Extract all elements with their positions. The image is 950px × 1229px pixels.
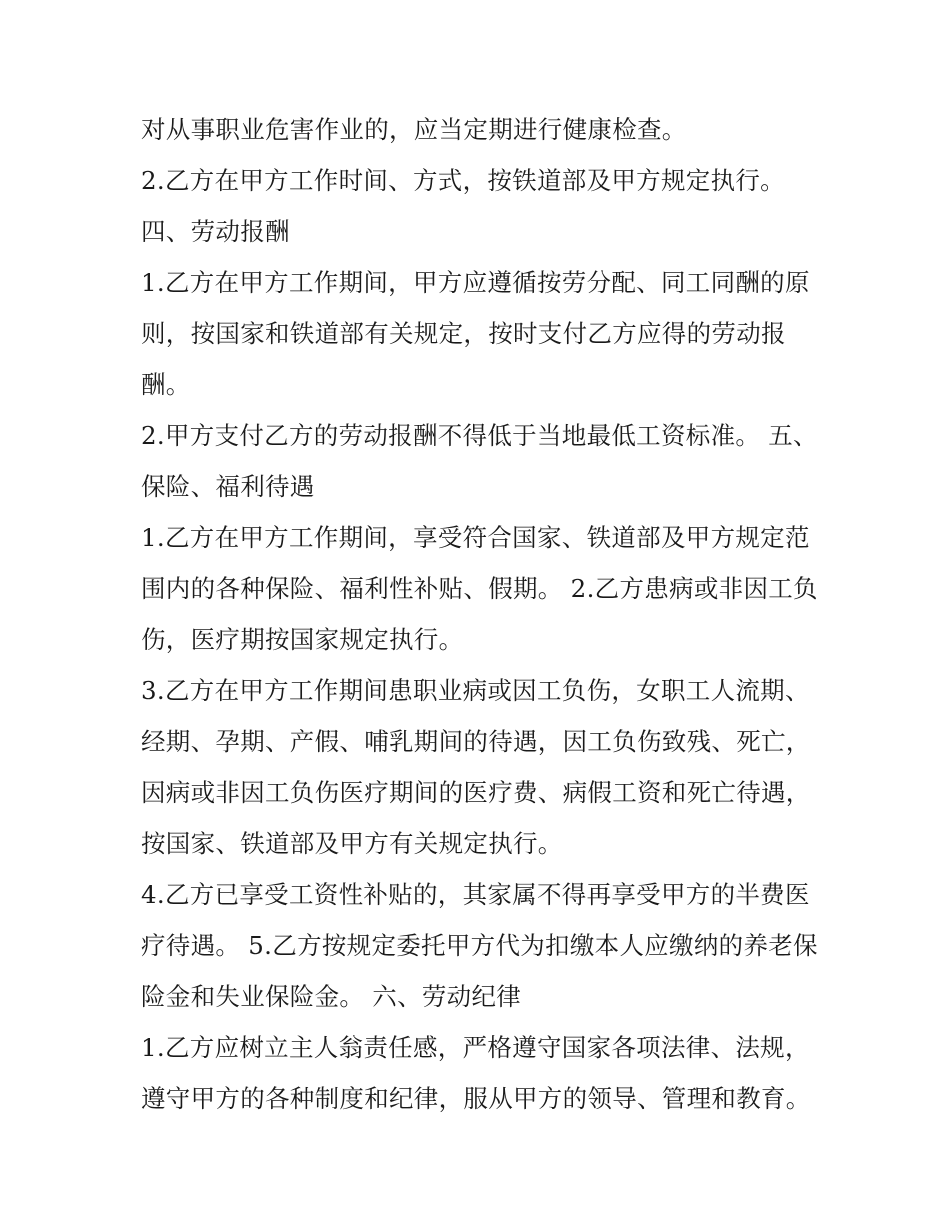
text-line: 经期、孕期、产假、哺乳期间的待遇，因工负伤致残、死亡， [141, 727, 811, 756]
text-line: 2.乙方在甲方工作时间、方式，按铁道部及甲方规定执行。 [141, 166, 785, 195]
text-line: 则，按国家和铁道部有关规定，按时支付乙方应得的劳动报 [141, 319, 786, 348]
text-line: 围内的各种保险、福利性补贴、假期。 2.乙方患病或非因工负 [141, 574, 818, 603]
section-heading: 四、劳动报酬 [141, 217, 290, 246]
text-line: 遵守甲方的各种制度和纪律，服从甲方的领导、管理和教育。 [141, 1084, 811, 1113]
text-line: 3.乙方在甲方工作期间患职业病或因工负伤，女职工人流期、 [141, 676, 810, 705]
text-line: 因病或非因工负伤医疗期间的医疗费、病假工资和死亡待遇， [141, 778, 811, 807]
text-line: 酬。 [141, 370, 191, 399]
text-line: 1.乙方在甲方工作期间，享受符合国家、铁道部及甲方规定范 [141, 523, 810, 552]
text-line: 按国家、铁道部及甲方有关规定执行。 [141, 829, 563, 858]
text-line: 伤，医疗期按国家规定执行。 [141, 625, 464, 654]
text-line: 对从事职业危害作业的，应当定期进行健康检查。 [141, 115, 687, 144]
text-line: 疗待遇。 5.乙方按规定委托甲方代为扣缴本人应缴纳的养老保 [141, 931, 818, 960]
text-line: 险金和失业保险金。 六、劳动纪律 [141, 982, 522, 1011]
text-line: 1.乙方应树立主人翁责任感，严格遵守国家各项法律、法规， [141, 1033, 810, 1062]
text-line: 1.乙方在甲方工作期间，甲方应遵循按劳分配、同工同酬的原 [141, 268, 810, 297]
text-line: 保险、福利待遇 [141, 472, 315, 501]
text-line: 4.乙方已享受工资性补贴的，其家属不得再享受甲方的半费医 [141, 880, 810, 909]
text-line: 2.甲方支付乙方的劳动报酬不得低于当地最低工资标准。 五、 [141, 421, 818, 450]
document-body [141, 110, 821, 1130]
